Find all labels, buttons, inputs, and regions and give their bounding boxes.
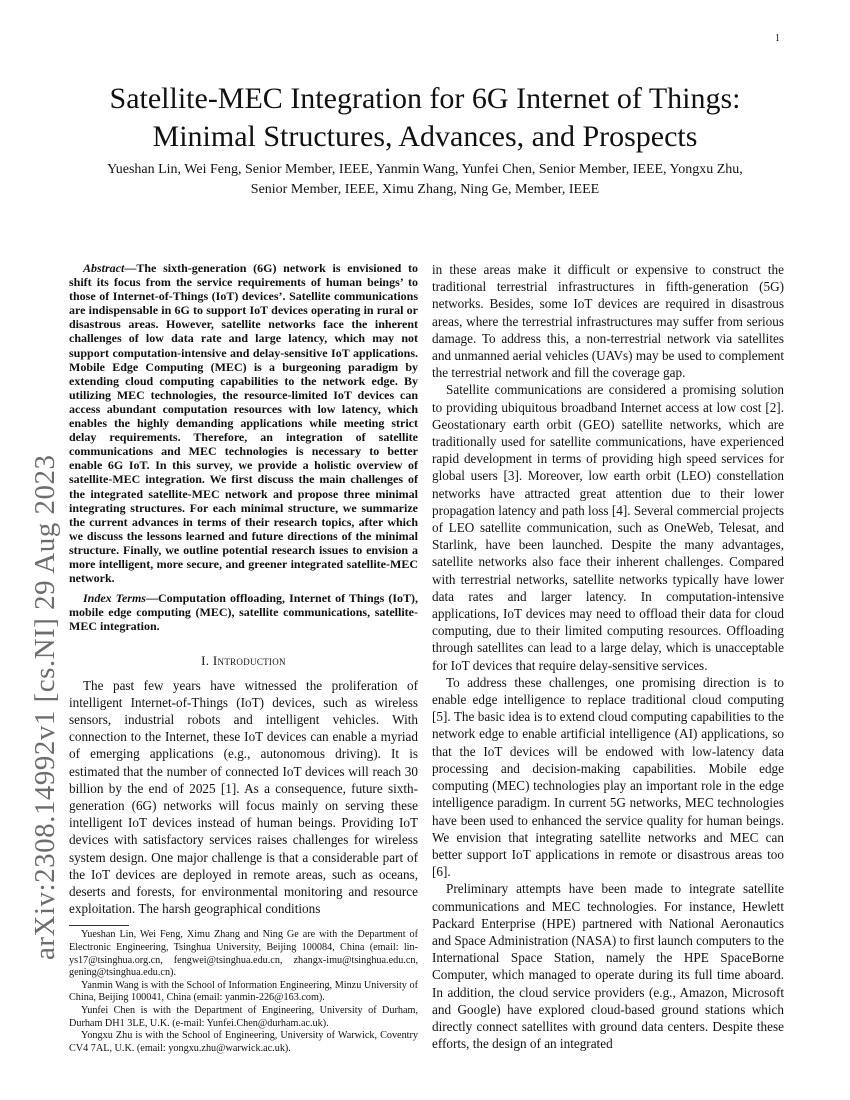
footnote-affiliation: Yunfei Chen is with the Department of Engineering, University of Durham, Durham DH1 3LE, U.K. (e-mail: Yunfei.Chen@durham.ac.uk).: [69, 1005, 418, 1029]
abstract-text: —The sixth-generation (6G) network is envisioned to shift its focus from the service requirements of human beings’ to those of Internet-of-Things (IoT) devices’. Satellite communications are indispensable in 6G to support IoT devices operating in rural or disastrous areas. However, satellite networks face the inherent challenges of low data rate and large latency, which may not support computation-intensive and delay-sensitive IoT applications. Mobile Edge Computing (MEC) is a burgeoning paradigm by extending cloud computing capabilities to the network edge. By utilizing MEC technologies, the resource-limited IoT devices can access abundant computation resources with low latency, which enables the highly demanding applications while meeting strict delay requirements. Therefore, an integration of satellite communications and MEC technologies is necessary to better enable 6G IoT. In this survey, we provide a holistic overview of satellite-MEC integration. We first discuss the main challenges of the integrated satellite-MEC network and propose three minimal integrating structures. For each minimal structure, we summarize the current advances in terms of their research topics, after which we discuss the lessons learned and future directions of the minimal structure. Finally, we outline potential research issues to envision a more intelligent, more secure, and greener integrated satellite-MEC network.: [69, 261, 418, 586]
index-terms-lead: Index Terms: [83, 591, 146, 606]
left-column: [69, 261, 418, 1055]
right-column: [432, 261, 784, 1052]
author-list: [60, 160, 790, 200]
body-paragraph: The past few years have witnessed the proliferation of intelligent Internet-of-Things (IoT) devices, such as wireless sensors, industrial robots and intelligent vehicles. With connection to the Internet, these IoT devices can enable a myriad of emerging applications (e.g., autonomous driving). It is estimated that the number of connected IoT devices will reach 30 billion by the end of 2025 [1]. As a consequence, future sixth-generation (6G) networks will focus mainly on serving these intelligent IoT devices instead of human beings. Providing IoT devices with satisfactory services raises challenges for wireless system design. One major challenge is that a considerable part of the IoT devices are deployed in remote areas, such as oceans, deserts and forests, for environmental monitoring and resource exploitation. The harsh geographical conditions: [69, 677, 418, 917]
abstract-lead: Abstract: [83, 261, 125, 275]
arxiv-identifier-stamp: arXiv:2308.14992v1 [cs.NI] 29 Aug 2023: [29, 454, 61, 960]
index-terms: [69, 591, 418, 633]
body-paragraph: Preliminary attempts have been made to integrate satellite communications and MEC technologies. For instance, Hewlett Packard Enterprise (HPE) partnered with National Aeronautics and Space Administration (NASA) to first launch computers to the International Space Station, namely the HPE SpaceBorne Computer, which managed to operate during its full time aboard. In addition, the cloud service providers (e.g., Amazon, Microsoft and Google) have explored cloud-based ground stations which directly connect satellites with ground data centers. Despite these efforts, the design of an integrated: [432, 881, 784, 1052]
section-initial: I: [212, 653, 218, 669]
section-heading-introduction: [69, 652, 418, 669]
footnote-divider: [69, 925, 129, 926]
paper-title-line-1: Satellite-MEC Integration for 6G Internet of Things:: [109, 82, 741, 115]
paper-title: [60, 80, 790, 156]
footnotes: [69, 929, 418, 1055]
body-paragraph: To address these challenges, one promising direction is to enable edge intelligence to replace traditional cloud computing [5]. The basic idea is to extend cloud computing capabilities to the network edge to enable artificial intelligence (AI) applications, so that the IoT devices will be endowed with low-latency data processing and decision-making capabilities. Mobile edge computing (MEC) technologies play an important role in the edge intelligence paradigm. In current 5G networks, MEC technologies have been used to enhanced the service quality for human beings. We envision that integrating satellite networks and MEC can better support IoT applications in remote or disastrous areas too [6].: [432, 674, 784, 880]
footnote-affiliation: Yueshan Lin, Wei Feng, Ximu Zhang and Ning Ge are with the Department of Electronic Engineering, Tsinghua University, Beijing 100084, China (email: lin-ys17@tsinghua.org.cn, fengwei@tsinghua.edu.cn, zhangx-imu@tsinghua.edu.cn, gening@tsinghua.edu.cn).: [69, 929, 418, 979]
section-title-rest: ntroduction: [217, 653, 286, 669]
page-number: 1: [775, 33, 780, 44]
footnote-affiliation: Yanmin Wang is with the School of Information Engineering, Minzu University of China, Beijing 100041, China (email: yanmin-226@163.com).: [69, 979, 418, 1004]
body-paragraph: Satellite communications are considered a promising solution to providing ubiquitous broadband Internet access at low cost [2]. Geostationary earth orbit (GEO) satellite networks, which are traditionally used for satellite communications, have experienced rapid development in terms of providing high speed services for global users [3]. Moreover, low earth orbit (LEO) constellation networks have attracted great attention due to their lower propagation latency and path loss [4]. Several commercial projects of LEO satellite communication, such as OneWeb, Telesat, and Starlink, have been launched. Despite the many advantages, satellite networks also face their inherent challenges. Compared with terrestrial networks, satellite networks typically have lower data rates and larger latency. In computation-intensive applications, IoT devices may need to offload their data for cloud computing, due to their limited computing resources. Offloading through satellites can lead to a large delay, which is unacceptable for IoT devices that require delay-sensitive services.: [432, 382, 784, 673]
author-list-line-2: Senior Member, IEEE, Ximu Zhang, Ning Ge, Member, IEEE: [250, 182, 600, 197]
body-paragraph: in these areas make it difficult or expensive to construct the traditional terrestrial infrastructures in fifth-generation (5G) networks. Besides, some IoT devices are required in disastrous areas, where the terrestrial infrastructures may suffer from serious damage. To address this, a non-terrestrial network via satellites and unmanned aerial vehicles (UAVs) may be used to complement the terrestrial network and fill the coverage gap.: [432, 262, 784, 381]
abstract: [69, 261, 418, 585]
index-terms-text: —Computation offloading, Internet of Things (IoT), mobile edge computing (MEC), satellite communications, satellite-MEC integration.: [69, 591, 418, 634]
section-numeral: I.: [201, 653, 213, 669]
footnote-affiliation: Yongxu Zhu is with the School of Engineering, University of Warwick, Coventry CV4 7AL, U.K. (email: yongxu.zhu@warwick.ac.uk).: [69, 1030, 418, 1054]
author-list-line-1: Yueshan Lin, Wei Feng, Senior Member, IEEE, Yanmin Wang, Yunfei Chen, Senior Member, IEEE, Yongxu Zhu,: [107, 162, 743, 177]
paper-title-line-2: Minimal Structures, Advances, and Prospects: [152, 120, 698, 153]
